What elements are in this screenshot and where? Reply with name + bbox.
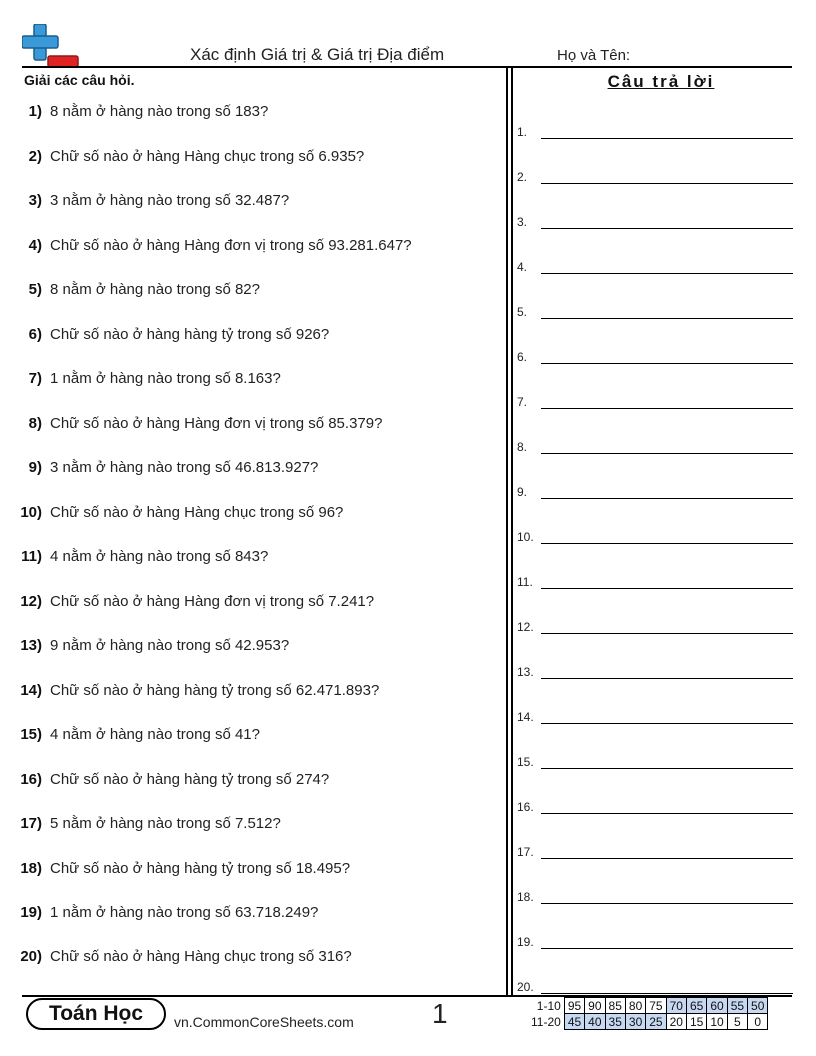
question-item xyxy=(0,813,500,833)
answer-number: 14. xyxy=(517,710,534,724)
answer-line[interactable] xyxy=(541,813,793,814)
score-cell: 90 xyxy=(585,998,605,1014)
answer-row xyxy=(517,931,793,949)
question-number: 14) xyxy=(20,681,42,699)
answer-number: 3. xyxy=(517,215,528,229)
answer-number: 6. xyxy=(517,350,528,364)
question-number: 19) xyxy=(20,903,42,921)
question-text: Chữ số nào ở hàng hàng tỷ trong số 18.495? xyxy=(50,859,351,877)
answers-title-text: Câu trả lời xyxy=(607,72,715,91)
answer-line[interactable] xyxy=(541,633,793,634)
question-item xyxy=(0,101,500,121)
question-item xyxy=(0,724,500,744)
question-text: 1 nằm ở hàng nào trong số 8.163? xyxy=(50,369,281,387)
answer-line[interactable] xyxy=(541,858,793,859)
brand-badge: Toán Học xyxy=(26,998,166,1030)
question-item xyxy=(0,279,500,299)
answer-number: 7. xyxy=(517,395,528,409)
question-number: 2) xyxy=(28,147,42,165)
score-cell: 25 xyxy=(646,1014,666,1030)
question-text: 1 nằm ở hàng nào trong số 63.718.249? xyxy=(50,903,319,921)
question-item xyxy=(0,502,500,522)
answer-number: 12. xyxy=(517,620,534,634)
answer-line[interactable] xyxy=(541,363,793,364)
score-row xyxy=(528,1014,768,1030)
question-item xyxy=(0,457,500,477)
question-number: 7) xyxy=(28,369,42,387)
question-item xyxy=(0,769,500,789)
answer-line[interactable] xyxy=(541,498,793,499)
score-cell: 20 xyxy=(666,1014,686,1030)
question-item xyxy=(0,680,500,700)
answer-row xyxy=(517,751,793,769)
question-item xyxy=(0,946,500,966)
question-item xyxy=(0,190,500,210)
question-text: 3 nằm ở hàng nào trong số 46.813.927? xyxy=(50,458,319,476)
question-number: 16) xyxy=(20,770,42,788)
question-text: Chữ số nào ở hàng hàng tỷ trong số 62.471.893? xyxy=(50,681,380,699)
name-label: Họ và Tên: xyxy=(557,47,631,64)
question-text: 4 nằm ở hàng nào trong số 41? xyxy=(50,725,260,743)
column-divider xyxy=(506,68,508,996)
question-item xyxy=(0,235,500,255)
question-item xyxy=(0,413,500,433)
question-number: 11) xyxy=(21,547,42,565)
question-number: 5) xyxy=(28,280,42,298)
question-text: Chữ số nào ở hàng Hàng chục trong số 6.935? xyxy=(50,147,365,165)
answer-number: 13. xyxy=(517,665,534,679)
answer-number: 5. xyxy=(517,305,528,319)
answer-row xyxy=(517,166,793,184)
score-range-label: 11-20 xyxy=(531,1014,561,1029)
answer-line[interactable] xyxy=(541,138,793,139)
answer-line[interactable] xyxy=(541,453,793,454)
answer-line[interactable] xyxy=(541,678,793,679)
answer-line[interactable] xyxy=(541,903,793,904)
plus-minus-logo-icon xyxy=(22,24,80,70)
score-cell: 60 xyxy=(707,998,727,1014)
answer-line[interactable] xyxy=(541,723,793,724)
answer-line[interactable] xyxy=(541,543,793,544)
score-cell: 55 xyxy=(727,998,747,1014)
answer-row xyxy=(517,571,793,589)
question-number: 20) xyxy=(20,947,42,965)
site-url: vn.CommonCoreSheets.com xyxy=(174,1014,354,1030)
answer-row xyxy=(517,616,793,634)
score-cell: 50 xyxy=(748,998,768,1014)
answer-row xyxy=(517,346,793,364)
question-text: 8 nằm ở hàng nào trong số 183? xyxy=(50,102,269,120)
answer-number: 8. xyxy=(517,440,528,454)
question-number: 9) xyxy=(28,458,42,476)
question-number: 18) xyxy=(20,859,42,877)
answer-number: 1. xyxy=(517,125,528,139)
column-divider xyxy=(511,68,513,996)
answer-row xyxy=(517,661,793,679)
score-cell: 95 xyxy=(564,998,584,1014)
answer-line[interactable] xyxy=(541,183,793,184)
page-number: 1 xyxy=(432,998,448,1029)
question-item xyxy=(0,902,500,922)
question-number: 4) xyxy=(28,236,42,254)
answer-line[interactable] xyxy=(541,768,793,769)
score-cell: 80 xyxy=(625,998,645,1014)
score-cell: 45 xyxy=(564,1014,584,1030)
question-number: 12) xyxy=(20,592,42,610)
score-cell: 30 xyxy=(625,1014,645,1030)
answer-row xyxy=(517,526,793,544)
answer-row xyxy=(517,886,793,904)
answer-row xyxy=(517,211,793,229)
answer-number: 15. xyxy=(517,755,534,769)
question-number: 15) xyxy=(20,725,42,743)
score-cell: 10 xyxy=(707,1014,727,1030)
answers-title xyxy=(513,72,809,92)
question-number: 8) xyxy=(28,414,42,432)
question-number: 1) xyxy=(28,102,42,120)
answer-line[interactable] xyxy=(541,273,793,274)
question-item xyxy=(0,546,500,566)
answer-number: 2. xyxy=(517,170,528,184)
answer-row xyxy=(517,841,793,859)
answer-row xyxy=(517,301,793,319)
answer-number: 9. xyxy=(517,485,528,499)
question-text: Chữ số nào ở hàng Hàng đơn vị trong số 93.281.647? xyxy=(50,236,412,254)
question-item xyxy=(0,858,500,878)
score-cell: 0 xyxy=(748,1014,768,1030)
question-number: 10) xyxy=(20,503,42,521)
answer-line[interactable] xyxy=(541,228,793,229)
answer-row xyxy=(517,706,793,724)
answer-number: 20. xyxy=(517,980,534,994)
answer-line[interactable] xyxy=(541,408,793,409)
answer-number: 17. xyxy=(517,845,534,859)
question-item xyxy=(0,591,500,611)
answer-row xyxy=(517,391,793,409)
question-text: Chữ số nào ở hàng Hàng chục trong số 96? xyxy=(50,503,344,521)
question-number: 6) xyxy=(28,325,42,343)
answer-number: 10. xyxy=(517,530,534,544)
answer-row xyxy=(517,481,793,499)
question-item xyxy=(0,635,500,655)
answer-row xyxy=(517,976,793,994)
question-text: Chữ số nào ở hàng Hàng chục trong số 316? xyxy=(50,947,352,965)
question-item xyxy=(0,146,500,166)
instructions: Giải các câu hỏi. xyxy=(24,72,135,88)
question-item xyxy=(0,368,500,388)
question-number: 13) xyxy=(20,636,42,654)
answer-line[interactable] xyxy=(541,948,793,949)
question-text: 3 nằm ở hàng nào trong số 32.487? xyxy=(50,191,290,209)
answer-row xyxy=(517,436,793,454)
question-text: 5 nằm ở hàng nào trong số 7.512? xyxy=(50,814,281,832)
answer-line[interactable] xyxy=(541,318,793,319)
question-number: 17) xyxy=(20,814,42,832)
score-range-label: 1-10 xyxy=(536,998,561,1013)
score-cell: 15 xyxy=(686,1014,706,1030)
question-text: 4 nằm ở hàng nào trong số 843? xyxy=(50,547,269,565)
question-item xyxy=(0,324,500,344)
score-cell: 5 xyxy=(727,1014,747,1030)
answer-number: 4. xyxy=(517,260,528,274)
score-cell: 40 xyxy=(585,1014,605,1030)
question-number: 3) xyxy=(28,191,42,209)
score-cell: 75 xyxy=(646,998,666,1014)
score-cell: 70 xyxy=(666,998,686,1014)
question-text: Chữ số nào ở hàng Hàng đơn vị trong số 7.241? xyxy=(50,592,375,610)
answer-number: 16. xyxy=(517,800,534,814)
score-table xyxy=(528,997,768,1030)
question-text: Chữ số nào ở hàng Hàng đơn vị trong số 85.379? xyxy=(50,414,383,432)
answer-row xyxy=(517,796,793,814)
question-text: 8 nằm ở hàng nào trong số 82? xyxy=(50,280,260,298)
answer-line[interactable] xyxy=(541,993,793,994)
answer-line[interactable] xyxy=(541,588,793,589)
score-cell: 65 xyxy=(686,998,706,1014)
score-row xyxy=(528,998,768,1014)
answer-number: 18. xyxy=(517,890,534,904)
question-text: 9 nằm ở hàng nào trong số 42.953? xyxy=(50,636,290,654)
answer-row xyxy=(517,121,793,139)
worksheet-title: Xác định Giá trị & Giá trị Địa điểm xyxy=(190,45,445,64)
answer-row xyxy=(517,256,793,274)
score-cell: 35 xyxy=(605,1014,625,1030)
question-text: Chữ số nào ở hàng hàng tỷ trong số 274? xyxy=(50,770,330,788)
answer-number: 19. xyxy=(517,935,534,949)
header-rule xyxy=(22,66,792,68)
question-text: Chữ số nào ở hàng hàng tỷ trong số 926? xyxy=(50,325,330,343)
score-cell: 85 xyxy=(605,998,625,1014)
answer-number: 11. xyxy=(517,575,533,589)
